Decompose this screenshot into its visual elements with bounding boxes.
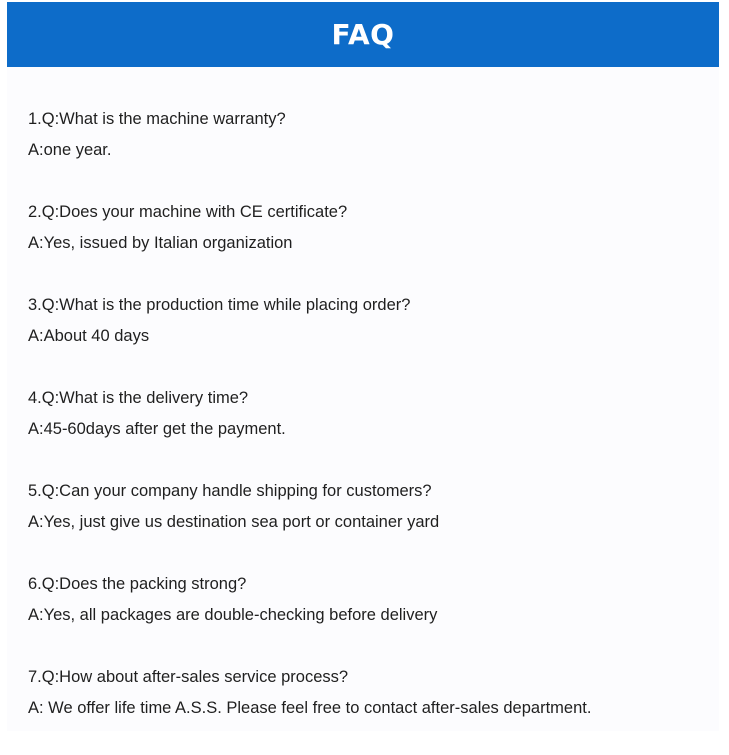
faq-item-7 [28,662,708,755]
faq-answer: A:Yes, all packages are double-checking before delivery [28,606,438,624]
faq-question: 4.Q:What is the delivery time? [28,389,249,407]
faq-answer: A: We offer life time A.S.S. Please feel free to contact after-sales department. [28,699,592,717]
faq-answer: A:45-60days after get the payment. [28,420,286,438]
faq-question: 6.Q:Does the packing strong? [28,575,247,593]
faq-answer: A:About 40 days [28,327,150,345]
faq-header [7,2,719,67]
faq-item-1 [28,104,708,197]
page-title: FAQ [331,17,395,51]
faq-question: 5.Q:Can your company handle shipping for customers? [28,482,432,500]
faq-question: 7.Q:How about after-sales service process? [28,668,349,686]
faq-answer: A:Yes, just give us destination sea port or container yard [28,513,440,531]
faq-answer: A:one year. [28,141,112,159]
faq-list [28,104,708,755]
faq-answer: A:Yes, issued by Italian organization [28,234,293,252]
faq-item-6 [28,569,708,662]
faq-question: 3.Q:What is the production time while placing order? [28,296,411,314]
faq-item-2 [28,197,708,290]
faq-question: 2.Q:Does your machine with CE certificate? [28,203,348,221]
faq-item-5 [28,476,708,569]
faq-item-4 [28,383,708,476]
faq-item-3 [28,290,708,383]
faq-question: 1.Q:What is the machine warranty? [28,110,286,128]
